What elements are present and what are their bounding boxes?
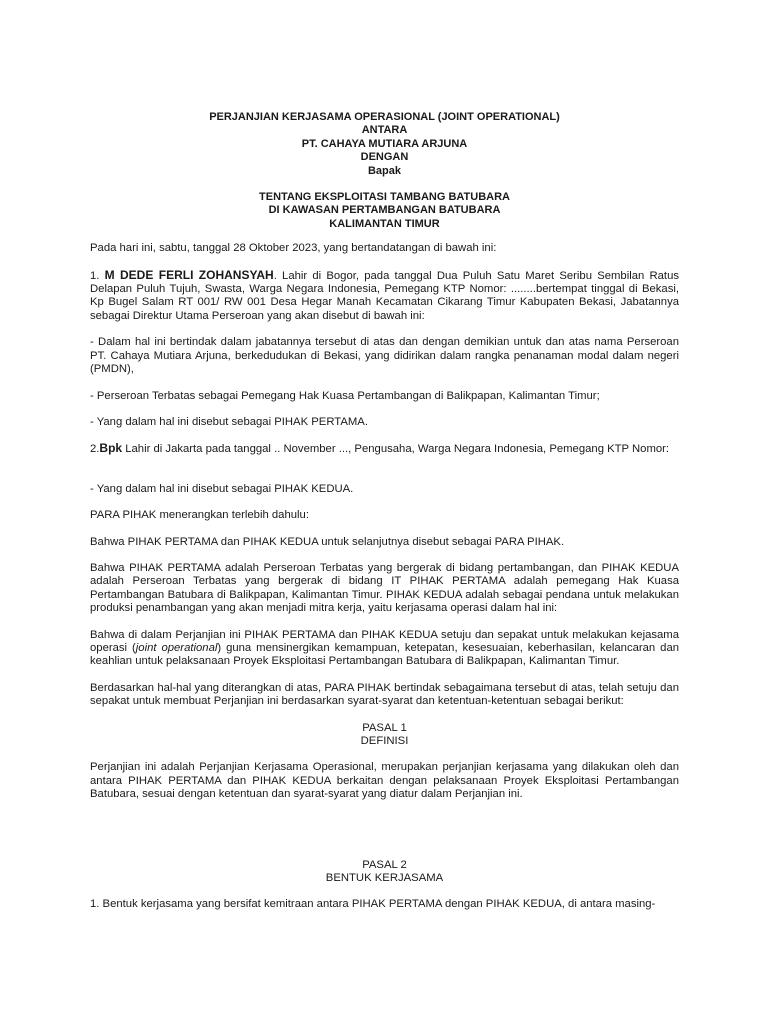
subject-line: KALIMANTAN TIMUR <box>329 217 440 230</box>
party1-bullet: - Dalam hal ini bertindak dalam jabatannya tersebut di atas dan dengan demikian untuk dan atas nama Perseroan PT. Cahaya Mutiara Arjuna, berkedudukan di Bekasi, yang didirikan dalam rangka penanaman modal dalam negeri (PMDN), <box>90 336 679 376</box>
party2-number: 2. <box>90 443 100 456</box>
title-line: PERJANJIAN KERJASAMA OPERASIONAL (JOINT OPERATIONAL) <box>209 111 560 123</box>
pasal1-body: Perjanjian ini adalah Perjanjian Kerjasama Operasional, merupakan perjanjian kerjasama yang dilakukan oleh dan antara PIHAK PERTAMA dan PIHAK KEDUA berkaitan dengan pelaksanaan Proyek Eksploitasi Pertambangan Batubara, sesuai dengan ketentuan dan syarat-syarat yang diatur dalam Perjanjian ini. <box>90 761 679 801</box>
recital3-text: ) guna mensinergikan kemampuan, ketepatan, kesesuaian, keberhasilan, kelancaran dan keahlian untuk pelaksanaan Proyek Eksploitasi Pertambangan Batubara di Balikpapan, Kalimantan Timur. <box>90 641 680 668</box>
pasal2-item: 1. Bentuk kerjasama yang bersifat kemitraan antara PIHAK PERTAMA dengan PIHAK KEDUA, di antara masing- <box>90 898 656 911</box>
opening-paragraph: Pada hari ini, sabtu, tanggal 28 Oktober 2023, yang bertandatangan di bawah ini: <box>90 242 497 255</box>
pasal1-subheading: DEFINISI <box>360 735 409 747</box>
recital-paragraph: Bahwa PIHAK PERTAMA adalah Perseroan Terbatas yang bergerak di bidang pertambangan, dan PIHAK KEDUA adalah Perseroan Terbatas yang bergerak di bidang IT PIHAK PERTAMA adalah pemegang Hak Kuasa Pertambangan Batubara di Balikpapan, Kalimantan Timur. PIHAK KEDUA adalah sebagai pendana untuk melakukan produksi penambangan yang akan menjadi mitra kerja, yaitu kerjasama operasi dalam hal ini: <box>90 561 679 615</box>
recital-paragraph: Berdasarkan hal-hal yang diterangkan di atas, PARA PIHAK bertindak sebagaimana tersebut di atas, telah setuju dan sepakat untuk membuat Perjanjian ini berdasarkan syarat-syarat dan ketentuan-ketentuan sebagai berikut: <box>90 681 679 708</box>
party2-bullet: - Yang dalam hal ini disebut sebagai PIHAK KEDUA. <box>90 482 354 495</box>
party2-details: Lahir di Jakarta pada tanggal .. November ..., Pengusaha, Warga Negara Indonesia, Pemegang KTP Nomor: <box>122 443 670 456</box>
party1-name: M DEDE FERLI ZOHANSYAH <box>104 267 274 282</box>
party1-paragraph <box>90 269 679 324</box>
recital3-italic: joint operational <box>135 641 218 654</box>
party1-number: 1. <box>90 269 100 282</box>
title-line: PT. CAHAYA MUTIARA ARJUNA <box>301 137 468 150</box>
para-pihak-paragraph: PARA PIHAK menerangkan terlebih dahulu: <box>90 509 309 522</box>
recital3-text: Bahwa di dalam Perjanjian ini PIHAK PERTAMA dan PIHAK KEDUA setuju dan sepakat untuk melakukan kejasama operasi ( <box>90 628 679 654</box>
recital-paragraph <box>90 629 679 669</box>
party2-name: Bpk <box>99 441 123 456</box>
pasal1-heading: PASAL 1 <box>362 721 407 734</box>
title-line: Bapak <box>367 164 402 177</box>
party1-details: . Lahir di Bogor, pada tanggal Dua Puluh Satu Maret Seribu Sembilan Ratus Delapan Puluh Tujuh, Swasta, Warga Negara Indonesia, Pemegang KTP Nomor: ........bertempat tinggal di Bekasi, Kp Bugel Salam RT 001/ RW 001 Desa Hegar Manah Kecamatan Cikarang Timur Kabupaten Bekasi, Jabatannya sebagai Direktur Utama Perseroan yang akan disebut di bawah ini: <box>90 269 679 322</box>
pasal2-heading: PASAL 2 <box>362 858 407 871</box>
party1-bullet: - Perseroan Terbatas sebagai Pemegang Hak Kuasa Pertambangan di Balikpapan, Kalimantan Timur; <box>90 389 600 402</box>
subject-line: TENTANG EKSPLOITASI TAMBANG BATUBARA <box>259 191 510 204</box>
title-line: DENGAN <box>360 151 409 164</box>
document-content <box>90 111 679 912</box>
title-line: ANTARA <box>361 124 408 137</box>
party1-bullet: - Yang dalam hal ini disebut sebagai PIHAK PERTAMA. <box>90 415 368 428</box>
pasal2-subheading: BENTUK KERJASAMA <box>325 872 444 885</box>
document-title <box>90 111 679 231</box>
recital-paragraph: Bahwa PIHAK PERTAMA dan PIHAK KEDUA untuk selanjutnya disebut sebagai PARA PIHAK. <box>90 535 565 548</box>
subject-line: DI KAWASAN PERTAMBANGAN BATUBARA <box>268 204 501 217</box>
party2-paragraph <box>90 442 679 456</box>
